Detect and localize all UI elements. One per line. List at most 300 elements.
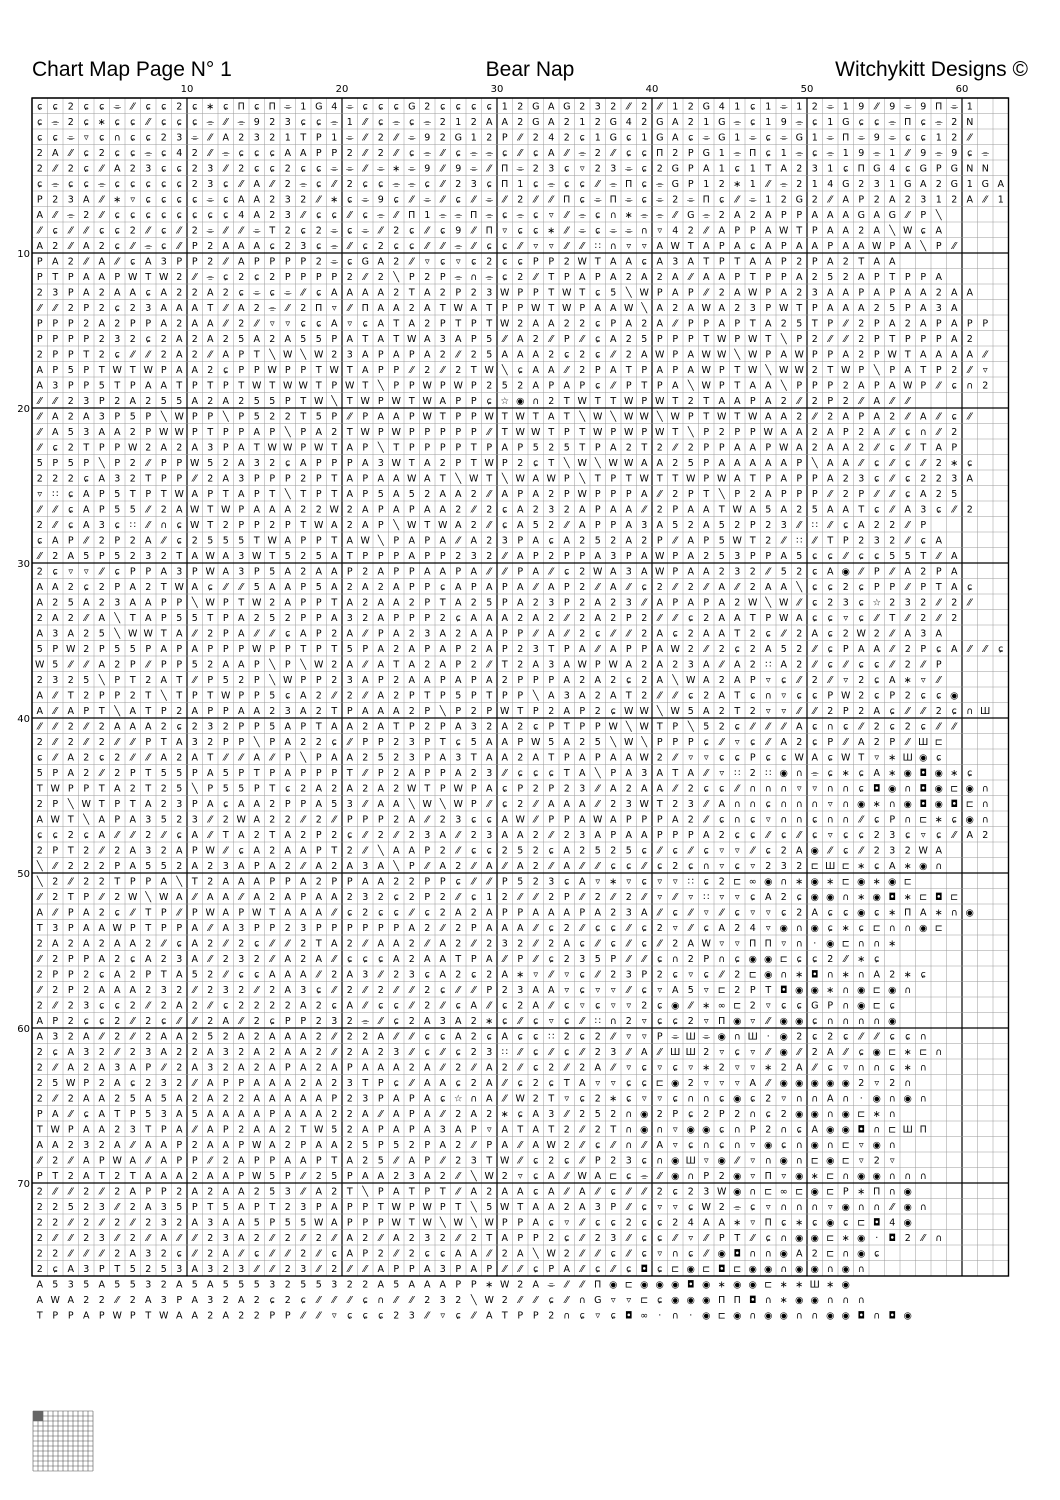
stitch-symbol: A: [83, 1155, 90, 1166]
stitch-symbol: P: [285, 876, 291, 887]
stitch-symbol: A: [486, 644, 493, 655]
stitch-symbol: ╲: [36, 860, 44, 872]
stitch-symbol: P: [905, 272, 911, 283]
stitch-symbol: A: [378, 411, 385, 422]
stitch-symbol: ▿: [704, 907, 709, 918]
stitch-symbol: 2: [672, 1217, 678, 1228]
stitch-symbol: ⁄⁄: [796, 675, 804, 686]
stitch-symbol: 5: [99, 380, 105, 391]
stitch-symbol: P: [378, 551, 384, 562]
stitch-symbol: A: [889, 256, 896, 267]
stitch-symbol: ɕ: [595, 1140, 600, 1151]
stitch-symbol: T: [299, 520, 306, 531]
stitch-symbol: A: [889, 675, 896, 686]
stitch-symbol: ɕ: [812, 566, 817, 577]
stitch-symbol: A: [130, 706, 137, 717]
stitch-symbol: 2: [564, 318, 570, 329]
stitch-symbol: ∩: [734, 814, 741, 825]
stitch-symbol: 5: [316, 1279, 322, 1290]
stitch-symbol: ⁄⁄: [656, 690, 664, 701]
stitch-symbol: ɕ: [316, 117, 321, 128]
stitch-symbol: A: [517, 582, 524, 593]
stitch-symbol: ɕ: [766, 628, 771, 639]
stitch-symbol: 2: [83, 1295, 89, 1306]
stitch-symbol: ɕ: [533, 1264, 538, 1275]
stitch-symbol: W: [485, 1217, 495, 1228]
stitch-symbol: A: [595, 830, 602, 841]
stitch-symbol: ⁄⁄: [346, 303, 354, 314]
stitch-symbol: ɕ: [905, 830, 910, 841]
stitch-symbol: ɕ: [456, 613, 461, 624]
stitch-symbol: P: [316, 628, 322, 639]
stitch-symbol: ɕ: [53, 830, 58, 841]
stitch-symbol: P: [424, 876, 430, 887]
stitch-symbol: 3: [703, 1186, 709, 1197]
stitch-symbol: 3: [300, 1264, 306, 1275]
stitch-symbol: P: [610, 1202, 616, 1213]
stitch-symbol: ⌯: [361, 194, 369, 205]
stitch-symbol: P: [564, 752, 570, 763]
stitch-symbol: G: [687, 210, 694, 221]
stitch-symbol: T: [671, 396, 678, 407]
stitch-symbol: 2: [269, 1047, 275, 1058]
stitch-symbol: W: [702, 365, 712, 376]
stitch-symbol: 5: [564, 442, 570, 453]
stitch-symbol: A: [951, 349, 958, 360]
stitch-symbol: ∩: [904, 985, 911, 996]
stitch-symbol: ɕ: [611, 1217, 616, 1228]
stitch-symbol: 2: [858, 1078, 864, 1089]
stitch-symbol: ɕ: [409, 148, 414, 159]
stitch-symbol: ⁄⁄: [36, 892, 44, 903]
stitch-symbol: ⁄⁄: [935, 597, 943, 608]
stitch-symbol: ◉: [609, 1279, 617, 1290]
stitch-symbol: ▿: [750, 1217, 755, 1228]
stitch-symbol: 2: [207, 473, 213, 484]
stitch-symbol: P: [874, 566, 880, 577]
stitch-symbol: ▿: [719, 845, 724, 856]
stitch-symbol: ◉: [656, 1279, 664, 1290]
stitch-symbol: A: [579, 644, 586, 655]
stitch-symbol: 2: [285, 1264, 291, 1275]
stitch-symbol: ɕ: [456, 1000, 461, 1011]
stitch-symbol: ⁄⁄: [594, 1248, 602, 1259]
stitch-symbol: ∷: [52, 489, 58, 500]
stitch-symbol: ⁄⁄: [517, 1155, 525, 1166]
stitch-symbol: ▿: [564, 985, 569, 996]
stitch-symbol: 2: [347, 1093, 353, 1104]
stitch-symbol: ⌯: [578, 148, 586, 159]
stitch-symbol: ɕ: [735, 644, 740, 655]
stitch-symbol: P: [424, 442, 430, 453]
stitch-symbol: A: [223, 923, 230, 934]
stitch-symbol: 2: [238, 1047, 244, 1058]
stitch-symbol: ⁄⁄: [579, 1217, 587, 1228]
stitch-symbol: P: [455, 458, 461, 469]
stitch-symbol: 2: [424, 1295, 430, 1306]
stitch-symbol: P: [641, 396, 647, 407]
stitch-symbol: P: [734, 489, 740, 500]
stitch-symbol: W: [330, 365, 340, 376]
stitch-symbol: ɕ: [750, 1202, 755, 1213]
stitch-symbol: A: [657, 458, 664, 469]
stitch-symbol: 5: [486, 334, 492, 345]
stitch-symbol: 2: [409, 876, 415, 887]
stitch-symbol: 2: [83, 318, 89, 329]
stitch-symbol: A: [130, 721, 137, 732]
stitch-symbol: P: [52, 969, 58, 980]
stitch-symbol: ⁄⁄: [734, 1155, 742, 1166]
stitch-symbol: 2: [68, 582, 74, 593]
stitch-symbol: ⁄⁄: [548, 194, 556, 205]
stitch-symbol: T: [361, 1078, 368, 1089]
stitch-symbol: P: [703, 535, 709, 546]
stitch-symbol: ɕ: [440, 101, 445, 112]
stitch-symbol: P: [874, 334, 880, 345]
stitch-symbol: A: [176, 349, 183, 360]
stitch-symbol: ⁄⁄: [656, 489, 664, 500]
stitch-symbol: P: [176, 1155, 182, 1166]
stitch-symbol: P: [812, 349, 818, 360]
stitch-symbol: 2: [362, 752, 368, 763]
stitch-symbol: A: [750, 256, 757, 267]
stitch-symbol: 3: [409, 969, 415, 980]
stitch-symbol: 2: [424, 365, 430, 376]
stitch-symbol: 5: [68, 597, 74, 608]
stitch-symbol: W: [361, 396, 371, 407]
stitch-symbol: W: [268, 442, 278, 453]
stitch-symbol: W: [485, 458, 495, 469]
stitch-symbol: ⁄⁄: [284, 1248, 292, 1259]
stitch-symbol: 2: [641, 675, 647, 686]
stitch-symbol: ɕ: [533, 1031, 538, 1042]
stitch-symbol: A: [238, 830, 245, 841]
stitch-symbol: T: [671, 768, 678, 779]
stitch-symbol: A: [548, 1171, 555, 1182]
stitch-symbol: 3: [579, 954, 585, 965]
stitch-symbol: A: [316, 907, 323, 918]
stitch-symbol: ⁄⁄: [703, 768, 711, 779]
stitch-symbol: T: [733, 706, 740, 717]
stitch-symbol: 2: [316, 690, 322, 701]
stitch-symbol: P: [362, 551, 368, 562]
stitch-symbol: ∩: [842, 1016, 849, 1027]
stitch-symbol: P: [889, 287, 895, 298]
stitch-symbol: P: [362, 814, 368, 825]
stitch-symbol: A: [192, 830, 199, 841]
stitch-symbol: ⁄⁄: [579, 1155, 587, 1166]
stitch-symbol: ɕ: [812, 690, 817, 701]
stitch-symbol: ɕ: [394, 194, 399, 205]
stitch-symbol: A: [455, 520, 462, 531]
stitch-symbol: 3: [114, 473, 120, 484]
stitch-symbol: P: [548, 814, 554, 825]
stitch-symbol: P: [254, 690, 260, 701]
stitch-symbol: A: [331, 1217, 338, 1228]
stitch-symbol: W: [159, 1310, 169, 1321]
stitch-symbol: 2: [796, 737, 802, 748]
stitch-symbol: ɕ: [688, 1109, 693, 1120]
stitch-symbol: ∗: [516, 969, 524, 980]
stitch-symbol: ∩: [858, 1016, 865, 1027]
stitch-symbol: ∩: [749, 1109, 756, 1120]
stitch-symbol: ⁄⁄: [517, 148, 525, 159]
stitch-symbol: A: [347, 535, 354, 546]
stitch-symbol: G: [532, 101, 539, 112]
stitch-symbol: T: [563, 411, 570, 422]
stitch-symbol: ɕ: [533, 225, 538, 236]
stitch-symbol: ⁄⁄: [98, 1248, 106, 1259]
stitch-symbol: ⁄⁄: [656, 1171, 664, 1182]
stitch-symbol: ∩: [827, 1140, 834, 1151]
stitch-symbol: A: [688, 566, 695, 577]
stitch-symbol: 2: [951, 132, 957, 143]
stitch-symbol: A: [347, 783, 354, 794]
stitch-symbol: A: [393, 303, 400, 314]
stitch-symbol: 2: [285, 225, 291, 236]
stitch-symbol: 3: [207, 179, 213, 190]
stitch-symbol: A: [626, 504, 633, 515]
stitch-symbol: A: [99, 1124, 106, 1135]
stitch-symbol: ⁄⁄: [67, 148, 75, 159]
stitch-symbol: ⁄⁄: [377, 1109, 385, 1120]
row-tick-label: 60: [17, 1024, 30, 1035]
stitch-symbol: ⁄⁄: [207, 132, 215, 143]
stitch-symbol: W: [485, 411, 495, 422]
stitch-symbol: 2: [316, 814, 322, 825]
stitch-symbol: A: [393, 473, 400, 484]
stitch-symbol: ∩: [935, 1047, 942, 1058]
stitch-symbol: W: [206, 845, 216, 856]
stitch-symbol: 2: [269, 334, 275, 345]
stitch-symbol: A: [254, 1078, 261, 1089]
stitch-symbol: A: [347, 659, 354, 670]
stitch-symbol: T: [764, 985, 771, 996]
stitch-symbol: T: [857, 752, 864, 763]
stitch-symbol: ⁄⁄: [470, 194, 478, 205]
stitch-symbol: A: [83, 194, 90, 205]
stitch-symbol: ∩: [672, 1310, 679, 1321]
stitch-symbol: A: [176, 1031, 183, 1042]
stitch-symbol: ⌯: [733, 148, 741, 159]
stitch-symbol: ▿: [750, 1140, 755, 1151]
stitch-symbol: P: [37, 318, 43, 329]
stitch-symbol: ◉: [811, 985, 819, 996]
stitch-symbol: ⁄⁄: [563, 628, 571, 639]
stitch-symbol: P: [362, 644, 368, 655]
stitch-symbol: 2: [579, 1109, 585, 1120]
stitch-symbol: A: [145, 799, 152, 810]
stitch-symbol: ⁄⁄: [486, 163, 494, 174]
stitch-symbol: A: [533, 1124, 540, 1135]
stitch-symbol: 2: [486, 132, 492, 143]
stitch-symbol: 2: [52, 985, 58, 996]
stitch-symbol: ▿: [766, 1202, 771, 1213]
stitch-symbol: 2: [533, 1093, 539, 1104]
stitch-symbol: ⁄⁄: [145, 752, 153, 763]
stitch-symbol: ⁄⁄: [470, 1310, 478, 1321]
stitch-symbol: 5: [207, 1031, 213, 1042]
stitch-symbol: 2: [719, 830, 725, 841]
stitch-symbol: ⁄⁄: [269, 628, 277, 639]
stitch-symbol: ⁄⁄: [811, 706, 819, 717]
stitch-symbol: 2: [207, 1186, 213, 1197]
stitch-symbol: ɕ: [456, 737, 461, 748]
stitch-symbol: A: [207, 892, 214, 903]
stitch-symbol: ╲: [144, 891, 152, 903]
stitch-symbol: P: [409, 427, 415, 438]
stitch-symbol: ▿: [766, 814, 771, 825]
stitch-symbol: 2: [750, 706, 756, 717]
stitch-symbol: P: [455, 287, 461, 298]
stitch-symbol: 3: [610, 1047, 616, 1058]
stitch-symbol: ◉: [702, 1279, 710, 1290]
stitch-symbol: Π: [594, 1279, 601, 1290]
stitch-symbol: 2: [130, 1295, 136, 1306]
stitch-symbol: P: [440, 380, 446, 391]
stitch-symbol: ɕ: [766, 799, 771, 810]
stitch-symbol: A: [238, 1202, 245, 1213]
stitch-symbol: 2: [254, 613, 260, 624]
stitch-symbol: P: [99, 644, 105, 655]
stitch-symbol: A: [238, 628, 245, 639]
stitch-symbol: ⁄⁄: [858, 845, 866, 856]
stitch-symbol: ⌯: [857, 132, 865, 143]
stitch-symbol: ╲: [98, 457, 106, 469]
stitch-symbol: 2: [517, 1000, 523, 1011]
stitch-symbol: ⁄⁄: [36, 442, 44, 453]
stitch-symbol: P: [37, 1171, 43, 1182]
stitch-symbol: A: [37, 210, 44, 221]
stitch-symbol: ⁄⁄: [486, 566, 494, 577]
stitch-symbol: P: [300, 1140, 306, 1151]
stitch-symbol: ⌯: [609, 225, 617, 236]
stitch-symbol: G: [563, 101, 570, 112]
stitch-symbol: 2: [440, 349, 446, 360]
stitch-symbol: T: [330, 644, 337, 655]
stitch-symbol: A: [316, 783, 323, 794]
stitch-symbol: ∗: [904, 1047, 912, 1058]
stitch-symbol: ⌯: [454, 241, 462, 252]
stitch-symbol: ◘: [640, 1264, 648, 1275]
stitch-symbol: A: [781, 659, 788, 670]
stitch-symbol: A: [161, 1140, 168, 1151]
stitch-symbol: P: [114, 814, 120, 825]
stitch-symbol: T: [423, 520, 430, 531]
stitch-symbol: W: [144, 628, 154, 639]
stitch-symbol: ɕ: [657, 954, 662, 965]
stitch-symbol: 2: [83, 644, 89, 655]
stitch-symbol: ◉: [671, 1155, 679, 1166]
stitch-symbol: P: [378, 675, 384, 686]
stitch-symbol: ▿: [735, 845, 740, 856]
stitch-symbol: A: [145, 380, 152, 391]
stitch-symbol: P: [424, 582, 430, 593]
stitch-symbol: 3: [812, 163, 818, 174]
stitch-symbol: ⁄⁄: [594, 969, 602, 980]
stitch-symbol: ⌯: [625, 194, 633, 205]
stitch-symbol: T: [268, 1202, 275, 1213]
stitch-symbol: ⌯: [206, 225, 214, 236]
stitch-symbol: ◉: [935, 799, 943, 810]
stitch-symbol: 2: [176, 752, 182, 763]
stitch-symbol: P: [719, 365, 725, 376]
stitch-symbol: T: [501, 411, 508, 422]
stitch-symbol: ɕ: [750, 892, 755, 903]
stitch-symbol: 2: [502, 1295, 508, 1306]
stitch-symbol: 2: [533, 597, 539, 608]
stitch-symbol: 2: [424, 985, 430, 996]
stitch-symbol: ⁄⁄: [408, 365, 416, 376]
stitch-symbol: ◉: [904, 1310, 912, 1321]
stitch-symbol: A: [254, 427, 261, 438]
stitch-symbol: ▿: [843, 613, 848, 624]
stitch-symbol: A: [145, 1093, 152, 1104]
stitch-symbol: A: [936, 349, 943, 360]
stitch-symbol: ∩: [625, 1124, 632, 1135]
stitch-symbol: 9: [858, 148, 864, 159]
stitch-symbol: ◉: [733, 1016, 741, 1027]
stitch-symbol: ⁄⁄: [470, 504, 478, 515]
stitch-symbol: ⁄⁄: [656, 907, 664, 918]
stitch-symbol: ⁄⁄: [501, 334, 509, 345]
stitch-symbol: A: [657, 241, 664, 252]
stitch-symbol: W: [175, 489, 185, 500]
stitch-symbol: T: [299, 489, 306, 500]
stitch-symbol: W: [578, 396, 588, 407]
stitch-symbol: ɕ: [549, 535, 554, 546]
stitch-symbol: P: [409, 1264, 415, 1275]
stitch-symbol: A: [207, 1279, 214, 1290]
stitch-symbol: ɕ: [719, 194, 724, 205]
stitch-symbol: P: [37, 272, 43, 283]
stitch-symbol: T: [253, 768, 260, 779]
stitch-symbol: ▿: [595, 876, 600, 887]
stitch-symbol: P: [703, 954, 709, 965]
stitch-symbol: 3: [347, 613, 353, 624]
stitch-symbol: P: [207, 675, 213, 686]
stitch-symbol: 2: [657, 1109, 663, 1120]
stitch-symbol: W: [841, 752, 851, 763]
stitch-symbol: ◉: [873, 1171, 881, 1182]
stitch-symbol: 2: [750, 628, 756, 639]
stitch-symbol: A: [285, 1047, 292, 1058]
stitch-symbol: ɕ: [642, 1202, 647, 1213]
stitch-symbol: N: [966, 163, 973, 174]
stitch-symbol: ɕ: [564, 1047, 569, 1058]
stitch-symbol: 2: [595, 706, 601, 717]
stitch-symbol: ◉: [733, 1171, 741, 1182]
stitch-symbol: ◉: [811, 892, 819, 903]
stitch-symbol: ⁄⁄: [641, 861, 649, 872]
stitch-symbol: ∩: [904, 1078, 911, 1089]
stitch-symbol: A: [161, 675, 168, 686]
stitch-symbol: ɕ: [84, 117, 89, 128]
stitch-symbol: A: [548, 690, 555, 701]
stitch-symbol: P: [161, 458, 167, 469]
stitch-symbol: P: [285, 473, 291, 484]
stitch-symbol: A: [37, 380, 44, 391]
stitch-symbol: P: [424, 768, 430, 779]
stitch-symbol: A: [347, 1155, 354, 1166]
stitch-symbol: ɕ: [146, 210, 151, 221]
stitch-symbol: A: [176, 303, 183, 314]
stitch-symbol: 3: [114, 334, 120, 345]
stitch-symbol: A: [688, 504, 695, 515]
stitch-symbol: A: [874, 210, 881, 221]
stitch-symbol: T: [98, 1171, 105, 1182]
stitch-symbol: 2: [99, 938, 105, 949]
